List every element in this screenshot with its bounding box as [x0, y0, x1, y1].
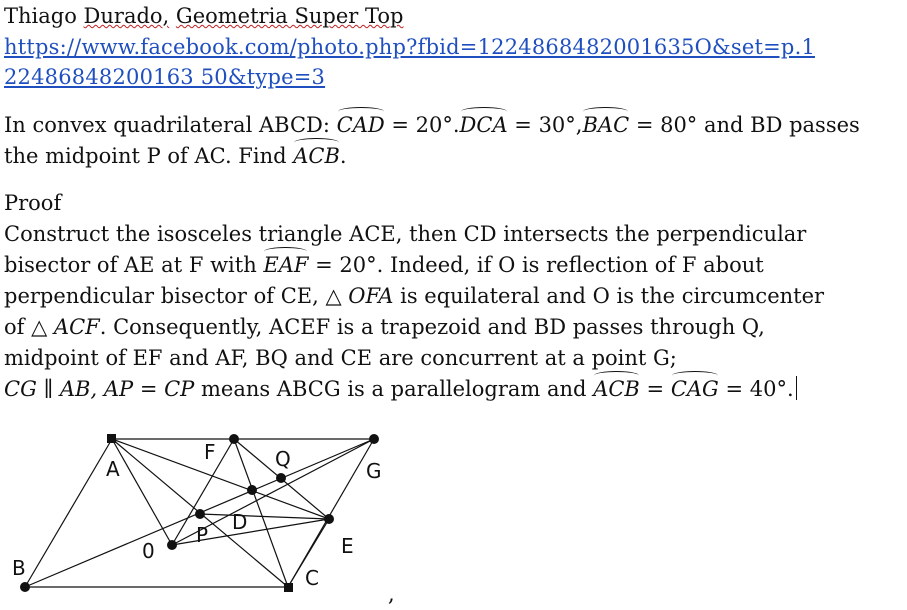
- problem-line-1: [4, 111, 860, 139]
- proof-l2-suffix: = 20°. Indeed, if O is reflection of F about: [308, 253, 764, 277]
- label-c: C: [305, 566, 319, 590]
- point-b: [20, 582, 30, 592]
- point-f: [229, 434, 239, 444]
- point-a: [107, 434, 116, 443]
- proof-l3-prefix: perpendicular bisector of CE,: [4, 284, 326, 308]
- segment-a-b: [25, 439, 112, 587]
- label-p: P: [196, 523, 209, 547]
- problem-line2-suffix: .: [339, 144, 347, 168]
- angle-dca: DCA: [459, 113, 508, 137]
- proof-line-1: Construct the isosceles triangle ACE, then CD intersects the perpendicular: [4, 222, 807, 246]
- proof-line-4: [4, 313, 765, 341]
- proof-l2-prefix: bisector of AE at F with: [4, 253, 264, 277]
- author-first: Thiago: [4, 4, 77, 28]
- triangle-acf: △ ACF: [31, 315, 100, 339]
- label-q: Q: [275, 447, 291, 471]
- eq3: = 80° and BD passes: [629, 113, 860, 137]
- point-e: [324, 514, 334, 524]
- angle-cad: CAD: [336, 113, 385, 137]
- label-f: F: [204, 440, 216, 464]
- point-o: [167, 540, 177, 550]
- label-g: G: [366, 459, 382, 483]
- point-d: [247, 485, 257, 495]
- proof-l3-suffix: is equilateral and O is the circumcenter: [393, 284, 825, 308]
- angle-cag: CAG: [670, 377, 719, 401]
- trailing-mark: ,: [388, 582, 395, 606]
- problem-line2-prefix: the midpoint P of AC. Find: [4, 144, 294, 168]
- proof-line-2: [4, 251, 764, 279]
- segment-p-e: [200, 514, 329, 519]
- triangle-ofa: △ OFA: [325, 284, 394, 308]
- eq1: = 20°.: [384, 113, 460, 137]
- proof-l6-eq2: = 40°.: [718, 377, 794, 401]
- point-q: [276, 473, 286, 483]
- angle-bac: BAC: [582, 113, 630, 137]
- source-title: Geometria Super Top: [175, 4, 404, 28]
- source-link-line2[interactable]: 22486848200163 50&type=3: [4, 65, 326, 89]
- segment-a-e: [112, 439, 329, 519]
- figure-points: [20, 434, 379, 592]
- label-e: E: [341, 534, 354, 558]
- proof-line-6: [4, 375, 797, 403]
- source-link-line1[interactable]: https://www.facebook.com/photo.php?fbid=1224868482001635O&set=p.1: [4, 35, 815, 59]
- label-a: A: [106, 457, 120, 481]
- eq2: = 30°,: [507, 113, 583, 137]
- segment-a-o: [112, 439, 172, 545]
- point-g: [369, 434, 379, 444]
- problem-prefix: In convex quadrilateral ABCD:: [4, 113, 337, 137]
- proof-l6-mid: means ABCG is a parallelogram and: [194, 377, 594, 401]
- proof-line-3: [4, 282, 824, 310]
- proof-l6-eq1: =: [639, 377, 671, 401]
- proof-l6-math: CG ∥ AB, AP = CP: [4, 377, 195, 401]
- proof-l4-suffix: . Consequently, ACEF is a trapezoid and BD passes through Q,: [99, 315, 765, 339]
- header-line: [4, 2, 403, 30]
- geometry-figure: [0, 420, 420, 605]
- problem-line-2: [4, 142, 347, 170]
- point-p: [195, 509, 205, 519]
- angle-eaf: EAF: [263, 253, 309, 277]
- label-d: D: [232, 510, 248, 534]
- proof-l4-prefix: of: [4, 315, 32, 339]
- point-c: [284, 583, 293, 592]
- angle-acb: ACB: [293, 144, 340, 168]
- angle-acb-2: ACB: [593, 377, 640, 401]
- text-cursor: [796, 376, 797, 400]
- proof-line-5: midpoint of EF and AF, BQ and CE are concurrent at a point G;: [4, 346, 677, 370]
- label-o: 0: [142, 539, 155, 563]
- label-b: B: [12, 556, 26, 580]
- author-last: Durado,: [83, 4, 170, 28]
- proof-heading: Proof: [4, 191, 62, 215]
